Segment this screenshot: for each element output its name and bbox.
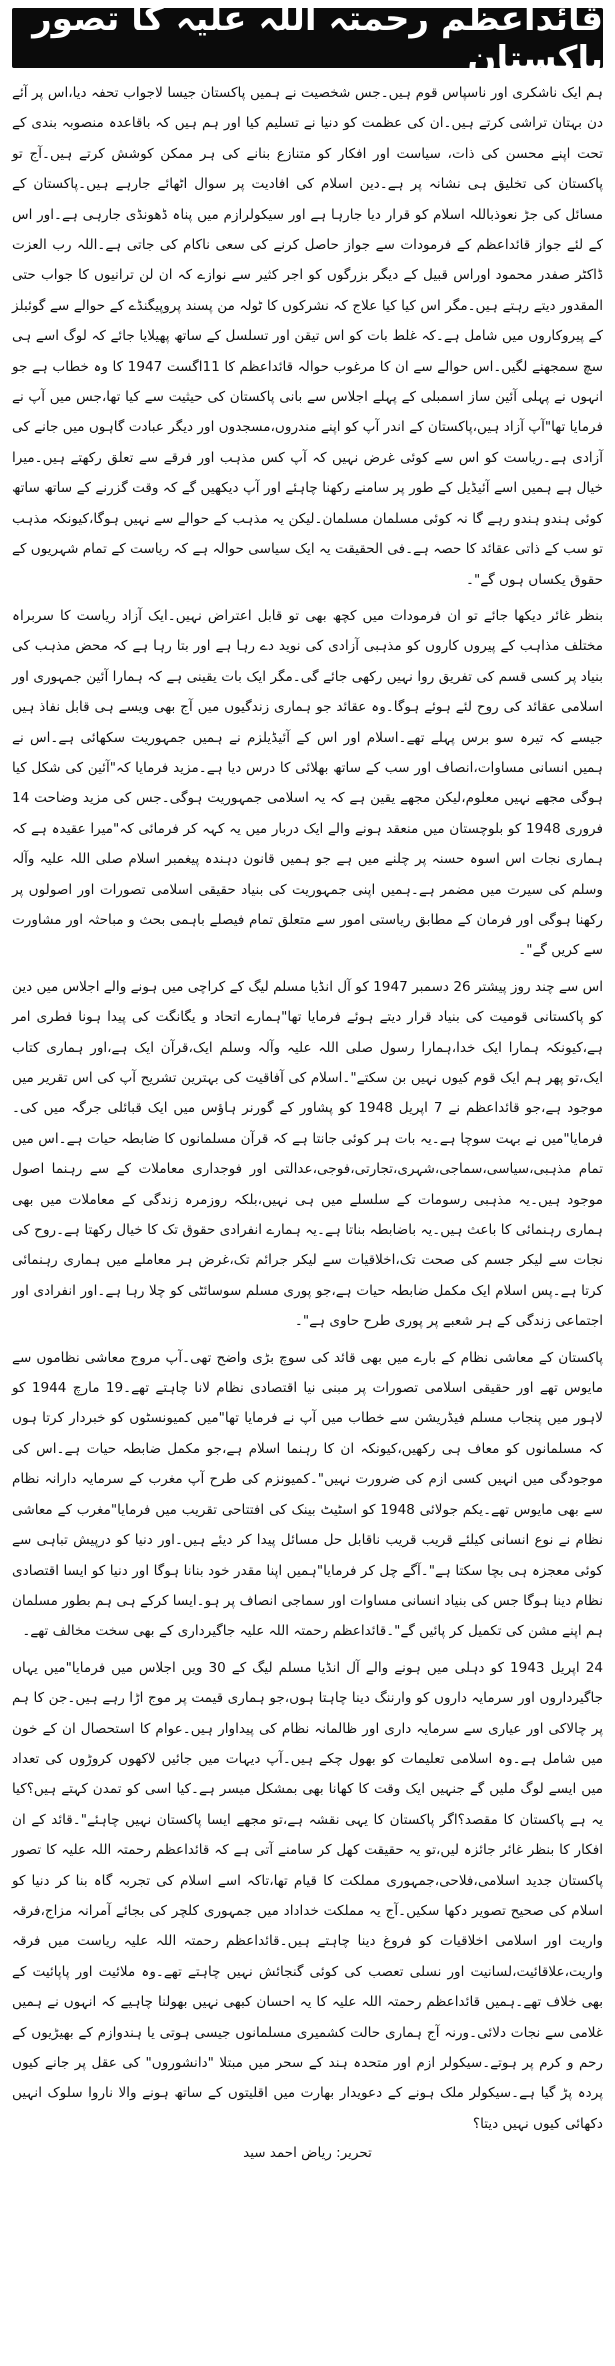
article-paragraph-3: اس سے چند روز پیشتر 26 دسمبر 1947 کو آل انڈیا مسلم لیگ کے کراچی میں ہونے والے اجلاس میں دین کو پاکستانی قومیت کی بنیاد قرار دیتے ہوئے فرمایا تھا"ہمارے اتحاد و یگانگت کی پیدا ہونا فطری امر ہے،کیونکہ ہمارا ایک خدا،ہمارا رسول صلی اللہ علیہ وآلہ وسلم ایک،قرآن ایک ہے،اور ہماری کتاب ایک،تو پھر ہم ایک قوم کیوں نہیں بن سکتے"۔اسلام کی آفاقیت کی بہترین تشریح آپ کی اس تقریر میں موجود ہے،جو قائداعظم نے 7 اپریل 1948 کو پشاور کے گورنر ہاؤس میں ایک قبائلی جرگہ میں کی۔فرمایا"میں نے بہت سوچا ہے۔یہ بات ہر کوئی جانتا ہے کہ قرآن مسلمانوں کا ضابطہ حیات ہے۔اس میں تمام مذہبی،سیاسی،سماجی،شہری،تجارتی،فوجی،عدالتی اور فوجداری معاملات کے سے رہنما اصول موجود ہیں۔یہ مذہبی رسومات کے سلسلے میں ہی نہیں،بلکہ روزمرہ زندگی کے معاملات میں بھی ہماری رہنمائی کا باعث ہیں۔یہ باضابطہ بناتا ہے۔یہ ہمارے انفرادی حقوق تک کا خیال رکھتا ہے۔روح کی نجات سے لیکر جسم کی صحت تک،اخلاقیات سے لیکر جرائم تک،غرض ہر معاملے میں ہماری رہنمائی کرتا ہے۔پس اسلام ایک مکمل ضابطہ حیات ہے،جو پوری مسلم سوسائٹی کو چلا رہا ہے۔اور انفرادی اور اجتماعی زندگی کے ہر شعبے پر پوری طرح حاوی ہے"۔ <box>12 978 603 1330</box>
article-paragraph-4: پاکستان کے معاشی نظام کے بارے میں بھی قائد کی سوچ بڑی واضح تھی۔آپ مروج معاشی نظاموں سے مایوس تھے اور حقیقی اسلامی تصورات پر مبنی نیا اقتصادی نظام لانا چاہتے تھے۔19 مارچ 1944 کو لاہور میں پنجاب مسلم فیڈریشن سے خطاب میں آپ نے فرمایا تھا"میں کمیونسٹوں کو خبردار کرتا ہوں کہ مسلمانوں کو معاف ہی رکھیں،کیونکہ ان کا رہنما اسلام ہے،جو مکمل ضابطہ حیات ہے۔اس کی موجودگی میں انہیں کسی ازم کی ضرورت نہیں"۔کمیونزم کی طرح آپ مغرب کے سرمایہ دارانہ نظام سے بھی مایوس تھے۔یکم جولائی 1948 کو اسٹیٹ بینک کی افتتاحی تقریب میں فرمایا"مغرب کے معاشی نظام نے نوع انسانی کیلئے قریب قریب ناقابل حل مسائل پیدا کر دیئے ہیں۔اور دنیا کو درپیش تباہی سے کوئی معجزہ ہی بچا سکتا ہے"۔آگے چل کر فرمایا"ہمیں اپنا مقدر خود بنانا ہوگا اور دنیا کو ایسا اقتصادی نظام دینا ہوگا جس کی بنیاد انسانی مساوات اور سماجی انصاف پر ہو۔ایسا کرکے ہی ہم بطور مسلمان ہم اپنے مشن کی تکمیل کر پائیں گے"۔قائداعظم رحمتہ اللہ علیہ جاگیرداری کے بھی سخت مخالف تھے۔ <box>12 1349 603 1640</box>
article-paragraph-1: ہم ایک ناشکری اور ناسپاس قوم ہیں۔جس شخصیت نے ہمیں پاکستان جیسا لاجواب تحفہ دیا،اس پر آئے دن بہتان تراشی کرتے ہیں۔ان کی عظمت کو دنیا نے تسلیم کیا اور ہم ہیں کہ باقاعدہ منصوبہ بندی کے تحت اپنے محسن کی ذات، سیاست اور افکار کو متنازع بنانے کی ہر ممکن کوشش کرتے ہیں۔آج تو پاکستان کی تخلیق ہی نشانہ پر ہے۔دین اسلام کی افادیت پر سوال اٹھائے جارہے ہیں۔پاکستان کے مسائل کی جڑ نعوذباللہ اسلام کو قرار دیا جارہا ہے اور سیکولرازم میں پناہ ڈھونڈی جارہی ہے۔اور اس کے لئے جواز قائداعظم کے فرمودات سے جواز حاصل کرنے کی سعی ناکام کی جاتی ہے۔اللہ رب العزت ڈاکٹر صفدر محمود اوراس قبیل کے دیگر بزرگوں کو اجر کثیر سے نوازے کہ ان لن ترانیوں کا جواب حتی المقدور دیتے رہتے ہیں۔مگر اس کیا کیا علاج کہ نشرکوں کا ٹولہ من پسند پروپیگنڈے کے حوالے سے گوئبلز کے پیروکاروں میں شامل ہے۔کہ غلط بات کو اس تیقن اور تسلسل کے ساتھ پھیلایا جائے کہ لوگ اسے ہی سچ سمجھنے لگیں۔اس حوالے سے ان کا مرغوب حوالہ قائداعظم کا 11اگست 1947 کا وہ خطاب ہے جو انہوں نے پہلی آئین ساز اسمبلی کے پہلے اجلاس سے بانی پاکستان کی حیثیت سے کیا تھا،جس میں آپ نے فرمایا تھا"آپ آزاد ہیں،پاکستان کے اندر آپ کو اپنے مندروں،مسجدوں اور دیگر عبادت گاہوں میں جانے کی آزادی ہے۔ریاست کو اس سے کوئی غرض نہیں کہ آپ کس مذہب اور فرقے سے تعلق رکھتے ہیں۔میرا خیال ہے ہمیں اسے آئیڈیل کے طور پر سامنے رکھنا چاہئے اور آپ دیکھیں گے کہ وقت گزرنے کے ساتھ ساتھ کوئی ہندو ہندو رہے گا نہ کوئی مسلمان مسلمان۔لیکن یہ مذہب کے حوالے سے نہیں ہوگا،کیونکہ مذہب تو سب کے ذاتی عقائد کا حصہ ہے۔فی الحقیقت یہ ایک سیاسی حوالہ ہے کہ ریاست کے تمام شہریوں کے حقوق یکساں ہوں گے"۔ <box>12 85 603 588</box>
article-paragraph-2: بنظر غائر دیکھا جائے تو ان فرمودات میں کچھ بھی تو قابل اعتراض نہیں۔ایک آزاد ریاست کا سربراہ مختلف مذاہب کے پیروں کاروں کو مذہبی آزادی کی نوید دے رہا ہے اور بتا رہا ہے کہ محض مذہب کی بنیاد پر کسی قسم کی تفریق روا نہیں رکھی جائے گی۔مگر ایک بات یقینی ہے کہ ہمارا آئین جمہوری اور اسلامی عقائد کی روح لئے ہوئے ہوگا۔وہ عقائد جو ہماری زندگیوں میں آج بھی ویسے ہی قابل نفاذ ہیں جیسے کہ تیرہ سو برس پہلے تھے۔اسلام اور اس کے آئیڈیلزم نے ہمیں جمہوریت سکھائی ہے۔اس نے ہمیں انسانی مساوات،انصاف اور سب کے ساتھ بھلائی کا درس دیا ہے۔مزید فرمایا کہ"آئین کی شکل کیا ہوگی مجھے نہیں معلوم،لیکن مجھے یقین ہے کہ یہ اسلامی جمہوریت ہوگی۔جس کی مزید وضاحت 14 فروری 1948 کو بلوچستان میں منعقد ہونے والے ایک دربار میں یہ کہہ کر فرمائی کہ"میرا عقیدہ ہے کہ ہماری نجات اس اسوہ حسنہ پر چلنے میں ہے جو ہمیں قانون دہندہ پیغمبر اسلام صلی اللہ علیہ وآلہ وسلم کی سیرت میں مضمر ہے۔ہمیں اپنی جمہوریت کی بنیاد حقیقی اسلامی تصورات اور اصولوں پر رکھنا ہوگی اور فرمان کے مطابق ریاستی امور سے متعلق تمام فیصلے باہمی بحث و مباحثہ اور مشاورت سے کریں گے"۔ <box>12 607 604 959</box>
article-body <box>12 78 603 2139</box>
article-title: قائداعظم رحمتہ اللہ علیہ کا تصور پاکستان <box>12 8 603 68</box>
article-paragraph-5: 24 اپریل 1943 کو دہلی میں ہونے والے آل انڈیا مسلم لیگ کے 30 ویں اجلاس میں فرمایا"میں یہاں جاگیرداروں اور سرمایہ داروں کو وارننگ دینا چاہتا ہوں،جو ہماری قیمت پر موج اڑا رہے ہیں۔جن کا ہم پر چالاکی اور عیاری سے سرمایہ داری اور ظالمانہ نظام کی پیداوار ہیں۔عوام کا استحصال ان کے خون میں شامل ہے۔وہ اسلامی تعلیمات کو بھول چکے ہیں۔آپ دیہات میں جائیں لاکھوں کروڑوں کی تعداد میں ایسے لوگ ملیں گے جنہیں ایک وقت کا کھانا بھی بمشکل میسر ہے۔کیا اسی کو تمدن کہتے ہیں؟کیا یہ ہے پاکستان کا مقصد؟اگر پاکستان کا یہی نقشہ ہے،تو مجھے ایسا پاکستان نہیں چاہئے"۔قائد کے ان افکار کا بنظر غائر جائزہ لیں،تو یہ حقیقت کھل کر سامنے آتی ہے کہ قائداعظم رحمتہ اللہ علیہ کا تصور پاکستان جدید اسلامی،فلاحی،جمہوری مملکت کا قیام تھا،تاکہ اسے اسلام کی تجربہ گاہ بنا کر دنیا کو اسلام کی صحیح تصویر دکھا سکیں۔آج یہ مملکت خداداد میں جمہوری کلچر کی بجائے آمرانہ مزاج،فرقہ واریت اور اسلامی اخلاقیات کو فروغ دینا چاہتے ہیں۔قائداعظم رحمتہ اللہ علیہ ریاست میں فرقہ واریت،علاقائیت،لسانیت اور نسلی تعصب کی کوئی گنجائش نہیں چاہتے تھے۔وہ ملائیت اور پاپائیت کے بھی خلاف تھے۔ہمیں قائداعظم رحمتہ اللہ علیہ کا یہ احسان کبھی نہیں بھولنا چاہیے کہ انہوں نے ہمیں غلامی سے نجات دلائی۔ورنہ آج ہماری حالت کشمیری مسلمانوں جیسی ہوتی یا ہندوازم کے بھیڑیوں کے رحم و کرم پر ہوتے۔سیکولر ازم اور متحدہ ہند کے سحر میں مبتلا "دانشوروں" کی عقل پر جانے کیوں پردہ پڑ گیا ہے۔سیکولر ملک ہونے کے دعویدار بھارت میں اقلیتوں کے ساتھ ہونے والا ناروا سلوک انہیں دکھائی کیوں نہیں دیتا؟ <box>12 1659 604 2132</box>
author-byline: تحریر: ریاض احمد سید <box>243 2145 372 2162</box>
